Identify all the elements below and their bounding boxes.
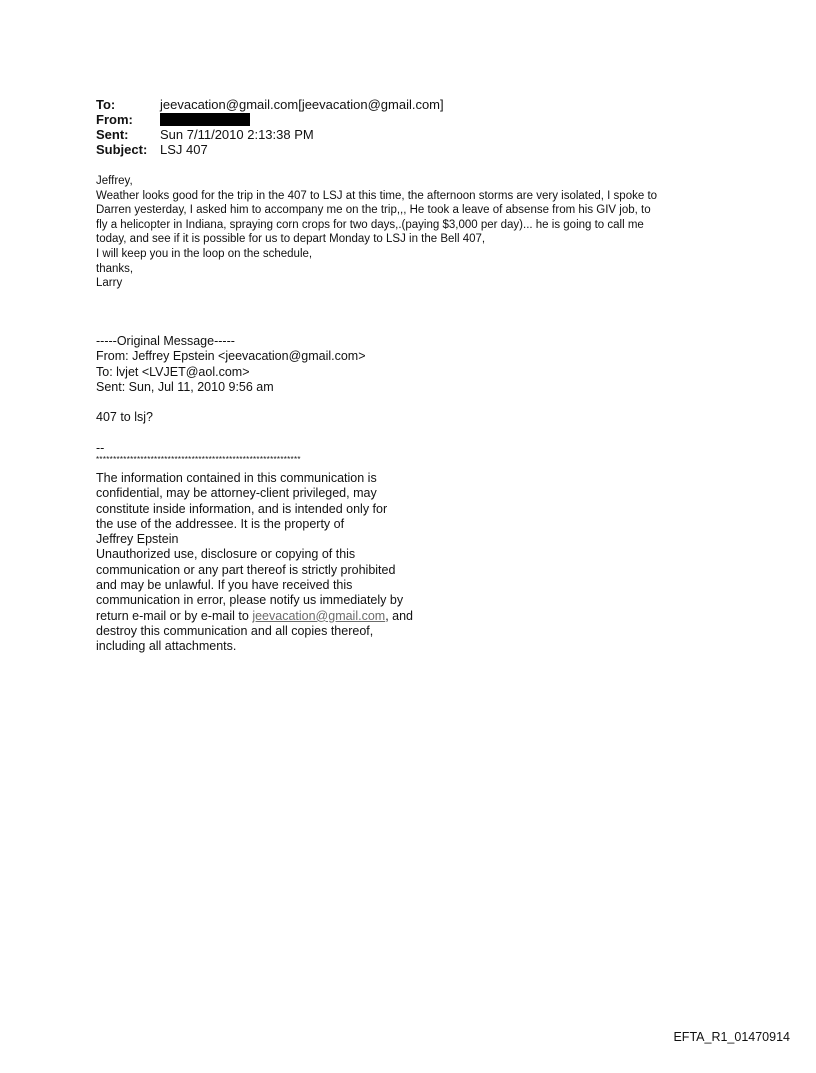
signature-stars: ************************************************************ (96, 455, 301, 464)
link-prefix: return e-mail or by e-mail to (96, 608, 253, 623)
disclaimer-line: destroy this communication and all copies thereof, (96, 623, 374, 638)
original-message-header (96, 334, 366, 395)
reply-line: I will keep you in the loop on the schedule, (96, 247, 313, 260)
to-value: jeevacation@gmail.com[jeevacation@gmail.com] (160, 97, 444, 112)
sent-row (96, 127, 444, 142)
sent-value: Sun 7/11/2010 2:13:38 PM (160, 127, 314, 142)
email-header (96, 97, 444, 157)
original-to: To: lvjet <LVJET@aol.com> (96, 364, 250, 379)
to-row (96, 97, 444, 112)
subject-row (96, 142, 444, 157)
from-label: From: (96, 112, 133, 127)
disclaimer-line: The information contained in this communication is (96, 471, 377, 485)
signature-dash: -- (96, 441, 105, 455)
subject-value: LSJ 407 (160, 142, 208, 157)
reply-line: today, and see if it is possible for us to depart Monday to LSJ in the Bell 407, (96, 233, 486, 246)
subject-label: Subject: (96, 142, 148, 157)
sent-label: Sent: (96, 127, 129, 142)
disclaimer-line: confidential, may be attorney-client privileged, may (96, 486, 377, 501)
link-suffix: , and (385, 608, 414, 623)
disclaimer-line: Jeffrey Epstein (96, 532, 179, 547)
reply-line: Darren yesterday, I asked him to accompany me on the trip,,, He took a leave of absense from his GIV job, to (96, 204, 651, 217)
email-link[interactable]: jeevacation@gmail.com (252, 608, 386, 623)
original-body: 407 to lsj? (96, 410, 153, 424)
disclaimer-line: communication or any part thereof is strictly prohibited (96, 562, 396, 577)
from-value (160, 112, 444, 127)
disclaimer-line: Unauthorized use, disclosure or copying of this (96, 547, 356, 562)
reply-line: Jeffrey, (96, 175, 133, 187)
reply-line: Larry (96, 277, 123, 290)
disclaimer-line: and may be unlawful. If you have received this (96, 578, 353, 593)
reply-body (96, 174, 736, 291)
original-sent: Sent: Sun, Jul 11, 2010 9:56 am (96, 379, 274, 394)
disclaimer-line: constitute inside information, and is intended only for (96, 501, 388, 516)
reply-line: fly a helicopter in Indiana, spraying corn crops for two days,.(paying $3,000 per day)... he is going to call me (96, 218, 644, 231)
original-from: From: Jeffrey Epstein <jeevacation@gmail.com> (96, 349, 366, 364)
disclaimer-line: including all attachments. (96, 639, 237, 654)
original-separator: -----Original Message----- (96, 334, 235, 348)
reply-line: thanks, (96, 262, 134, 275)
to-label: To: (96, 97, 116, 112)
disclaimer-link-line (96, 609, 413, 624)
disclaimer-line: communication in error, please notify us immediately by (96, 593, 404, 608)
disclaimer-line: the use of the addressee. It is the property of (96, 516, 345, 531)
disclaimer (96, 471, 413, 655)
from-row (96, 112, 444, 127)
reply-line: Weather looks good for the trip in the 407 to LSJ at this time, the afternoon storms are very isolated, I spoke to (96, 189, 658, 202)
redaction-block (160, 113, 250, 126)
bates-number: EFTA_R1_01470914 (673, 1030, 790, 1044)
